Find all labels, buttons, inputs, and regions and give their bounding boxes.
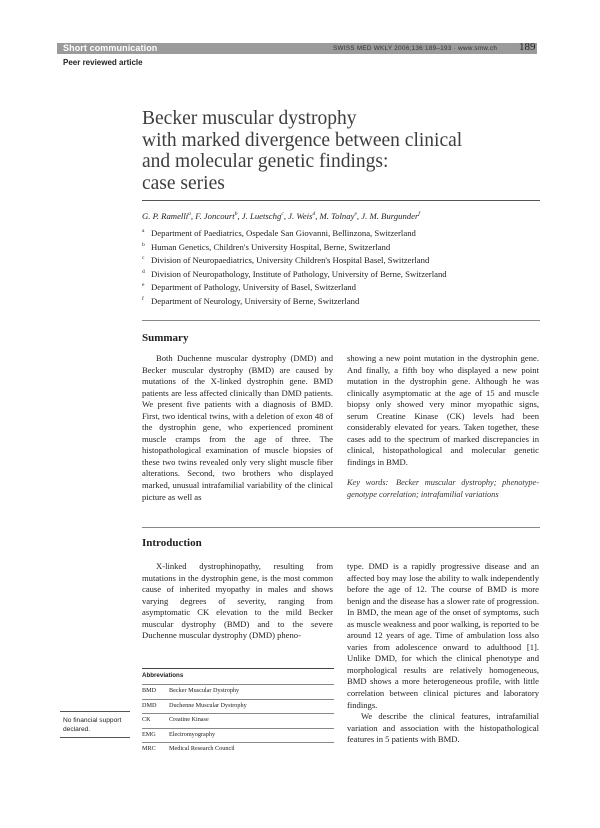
article-title — [142, 108, 542, 194]
affiliation: $^c$ Division of Neuropaediatrics, University Children's Hospital Basel, Switzerland — [142, 255, 430, 266]
summary-divider — [142, 320, 540, 321]
affiliation: $^d$ Division of Neuropathology, Institute of Pathology, University of Berne, Switzerland — [142, 268, 447, 279]
summary-paragraph: Both Duchenne muscular dystrophy (DMD) and Becker muscular dystrophy (BMD) are caused by mutations of the X-linked dystrophin gene. BMD patients are less affected clinically than DMD patients. We present five patients with a diagnosis of BMD. First, two identical twins, with a deletion of exon 48 of the dystrophin gene, who experienced prominent muscle cramps from the age of three. The histopathological examination of muscle biopsies of these two twins revealed only very slight muscle fiber alterations. Second, two brothers who displayed marked, unusual intrafamilial variability of the clinical picture as well as — [142, 353, 333, 502]
author-name: M. Tolnay — [319, 211, 355, 221]
author-name: J. M. Burgunder — [361, 211, 419, 221]
title-divider — [142, 200, 540, 201]
author-name: J. Weis — [288, 211, 313, 221]
author-affiliation-mark: c — [281, 211, 284, 218]
abbreviation-definition: Medical Research Council — [169, 745, 235, 752]
affiliation: $^f$ Department of Neurology, University of Berne, Switzerland — [142, 295, 360, 306]
author-affiliation-mark: b — [234, 211, 238, 218]
abbreviations-table — [142, 684, 334, 757]
abbreviations-divider — [142, 668, 334, 669]
keywords-label: Key words: — [347, 478, 389, 487]
introduction-paragraph: We describe the clinical features, intrafamilial variation and association with the histopathological features in 5 patients with BMD. — [347, 711, 539, 745]
introduction-heading: Introduction — [142, 537, 202, 549]
affiliation-list — [142, 226, 542, 308]
page-number: 189 — [519, 41, 536, 53]
introduction-divider — [142, 527, 540, 528]
introduction-left-column — [142, 561, 333, 642]
abbreviation-row — [142, 742, 334, 757]
introduction-right-column — [347, 561, 539, 746]
introduction-paragraph: X-linked dystrophinopathy, resulting from mutations in the dystrophin gene, is the most common cause of inherited myopathy in males and shows varying degrees of severity, ranging from asymptomatic CK elevation to the mild Becker muscular dystrophy (BMD) and to the severe Duchenne muscular dystrophy (DMD) pheno- — [142, 561, 333, 641]
title-line: case series — [142, 172, 225, 194]
summary-right-column — [347, 353, 539, 468]
title-line: Becker muscular dystrophy — [142, 108, 357, 129]
abbreviations-title: Abbreviations — [142, 672, 184, 679]
title-line: with marked divergence between clinical — [142, 129, 463, 151]
affiliation: $^b$ Human Genetics, Children's University Hospital, Berne, Switzerland — [142, 241, 391, 252]
summary-paragraph: showing a new point mutation in the dystrophin gene. And finally, a fifth boy who displayed a new point mutation in the dystrophin gene. Although he was clinically asymptomatic at the age of 15 and muscle biopsy only showed very minor myopathic signs, serum Creatine Kinase (CK) levels had been considerably elevated for years. Taken together, these cases add to the spectrum of marked discrepancies in clinical, histopathological and molecular genetic findings in BMD. — [347, 353, 539, 467]
abbreviation-code: MRC — [142, 745, 156, 752]
title-line: and molecular genetic findings: — [142, 151, 389, 172]
keywords-text: Becker muscular dystrophy; phenotype-genotype correlation; intrafamilial variations — [347, 478, 540, 499]
abbreviation-code: BMD — [142, 687, 157, 694]
keywords — [347, 477, 539, 500]
journal-reference: SWISS MED WKLY 2006;136:189–193 · www.smw.ch — [333, 45, 498, 52]
author-name: G. P. Ramelli — [142, 211, 189, 221]
summary-left-column — [142, 353, 333, 503]
affiliation: $^a$ Department of Paediatrics, Ospedale San Giovanni, Bellinzona, Switzerland — [142, 227, 416, 238]
abbreviation-row — [142, 728, 334, 743]
abbreviation-definition: Electromyography — [169, 730, 216, 738]
author-list: G. P. Ramelli$^a$, F. Joncourt$^b$, J. Luetschg$^c$, J. Weis$^d$, M. Tolnay$^e$, J. M. Burgunder$^f$ — [142, 211, 420, 221]
abbreviation-code: DMD — [142, 701, 157, 709]
author-name: F. Joncourt — [195, 211, 235, 221]
abbreviation-row — [142, 699, 334, 714]
author-name: J. Luetschg — [241, 211, 282, 221]
abbreviation-definition: Duchenne Muscular Dystrophy — [169, 701, 247, 709]
abbreviation-row — [142, 684, 334, 699]
abbreviation-code: EMG — [142, 730, 156, 738]
section-label: Short communication — [63, 43, 158, 53]
abbreviation-code: CK — [142, 716, 151, 723]
article-type: Peer reviewed article — [63, 58, 143, 67]
author-affiliation-mark: a — [188, 211, 191, 218]
abbreviation-definition: Becker Muscular Dystrophy — [169, 687, 240, 694]
author-affiliation-mark: e — [354, 211, 357, 218]
abbreviation-definition: Creatine Kinase — [169, 716, 209, 723]
summary-heading: Summary — [142, 332, 189, 344]
abbreviation-row — [142, 713, 334, 728]
funding-note: No financial support declared. — [60, 711, 130, 738]
affiliation: $^e$ Department of Pathology, University of Basel, Switzerland — [142, 282, 356, 293]
introduction-paragraph: type. DMD is a rapidly progressive disease and an affected boy may lose the ability to walk independently before the age of 12. The course of BMD is more benign and the disease has a slower rate of progression. In BMD, the mean age of the onset of symptoms, such as muscle weakness and poor walking, is reported to be around 12 years of age. Time of ambulation loss also varies from adolescence onward to adulthood [1]. Unlike DMD, for which the clinical phenotype and morphological results are relatively homogeneous, BMD shows a more heterogeneous profile, with little correlation between clinical pictures and laboratory findings. — [347, 561, 539, 710]
author-affiliation-mark: d — [312, 211, 316, 218]
author-affiliation-mark: f — [418, 211, 420, 218]
